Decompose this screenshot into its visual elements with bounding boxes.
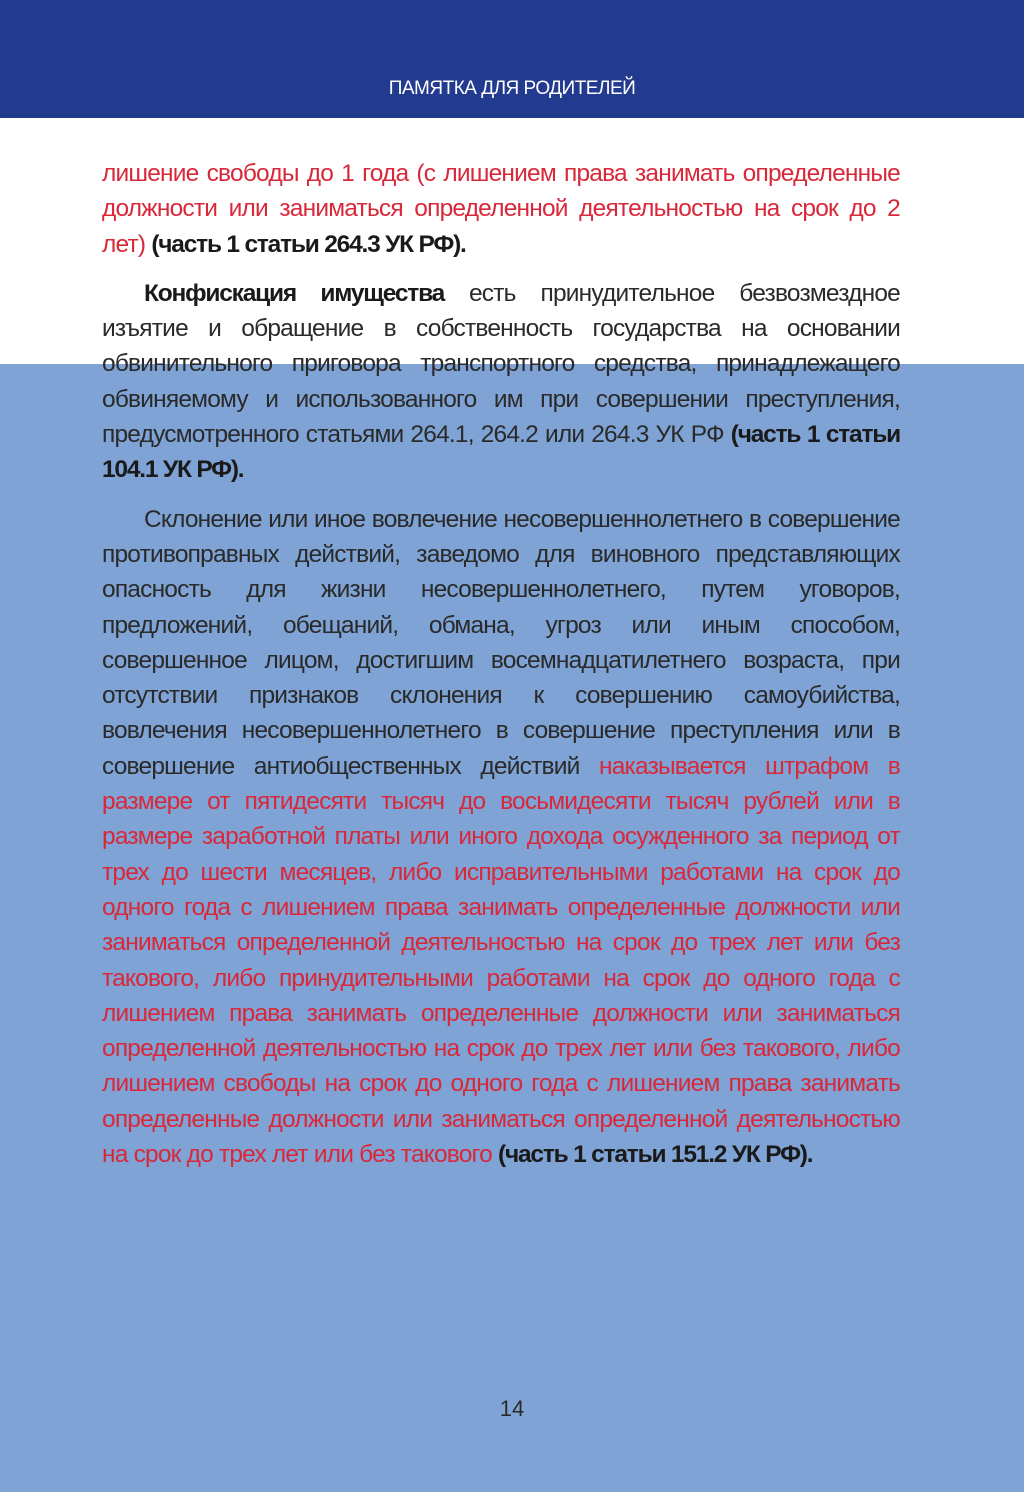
law-reference: (часть 1 статьи 104.1 УК РФ). <box>102 421 900 484</box>
law-reference: (часть 1 статьи 264.3 УК РФ). <box>151 230 466 258</box>
header-band <box>0 0 1024 118</box>
law-reference: (часть 1 статьи 151.2 УК РФ). <box>498 1141 813 1169</box>
inducement-text: Склонение или иное вовлечение несовершеннолетнего в совершение противоправных действий, заведомо для виновного представляющих опасность для жизни несовершеннолетнего, путем уговоров, предложений, обещаний, обмана, угроз или иным способом, совершенное лицом, достигшим восемнадцатилетнего возраста, при отсутствии признаков склонения к совершению самоубийства, вовлечения несовершеннолетнего в совершение преступления или в совершение антиобщественных действий <box>102 505 900 780</box>
page-number: 14 <box>499 1396 525 1421</box>
term-confiscation: Конфискация имущества <box>144 279 445 307</box>
penalty-text: лишение свободы до 1 года (с лишением права занимать определенные должности или заниматься определенной деятельностью на срок до 2 лет) <box>102 160 900 258</box>
paragraph-inducement <box>102 502 900 1173</box>
paragraph-penalty-continuation <box>102 156 900 262</box>
document-body <box>102 156 900 1186</box>
penalty-text: наказывается штрафом в размере от пятидесяти тысяч до восьмидесяти тысяч рублей или в размере заработной платы или иного дохода осужденного за период от трех до шести месяцев, либо исправительными работами на срок до одного года с лишением права занимать определенные должности или заниматься определенной деятельностью на срок до трех лет или без такового, либо принудительными работами на срок до одного года с лишением права занимать определенные должности или заниматься определенной деятельностью на срок до трех лет или без такового, либо лишением свободы на срок до одного года с лишением права занимать определенные должности или заниматься определенной деятельностью на срок до трех лет или без такового <box>102 752 900 1169</box>
confiscation-definition: есть принудительное безвозмездное изъятие и обращение в собственность государства на основании обвинительного приговора транспортного средства, принадлежащего обвиняемому и использованного им при совершении преступления, предусмотренного статьями 264.1, 264.2 или 264.3 УК РФ <box>102 279 900 449</box>
page-header-title: ПАМЯТКА ДЛЯ РОДИТЕЛЕЙ <box>388 78 636 99</box>
paragraph-confiscation <box>102 276 900 488</box>
